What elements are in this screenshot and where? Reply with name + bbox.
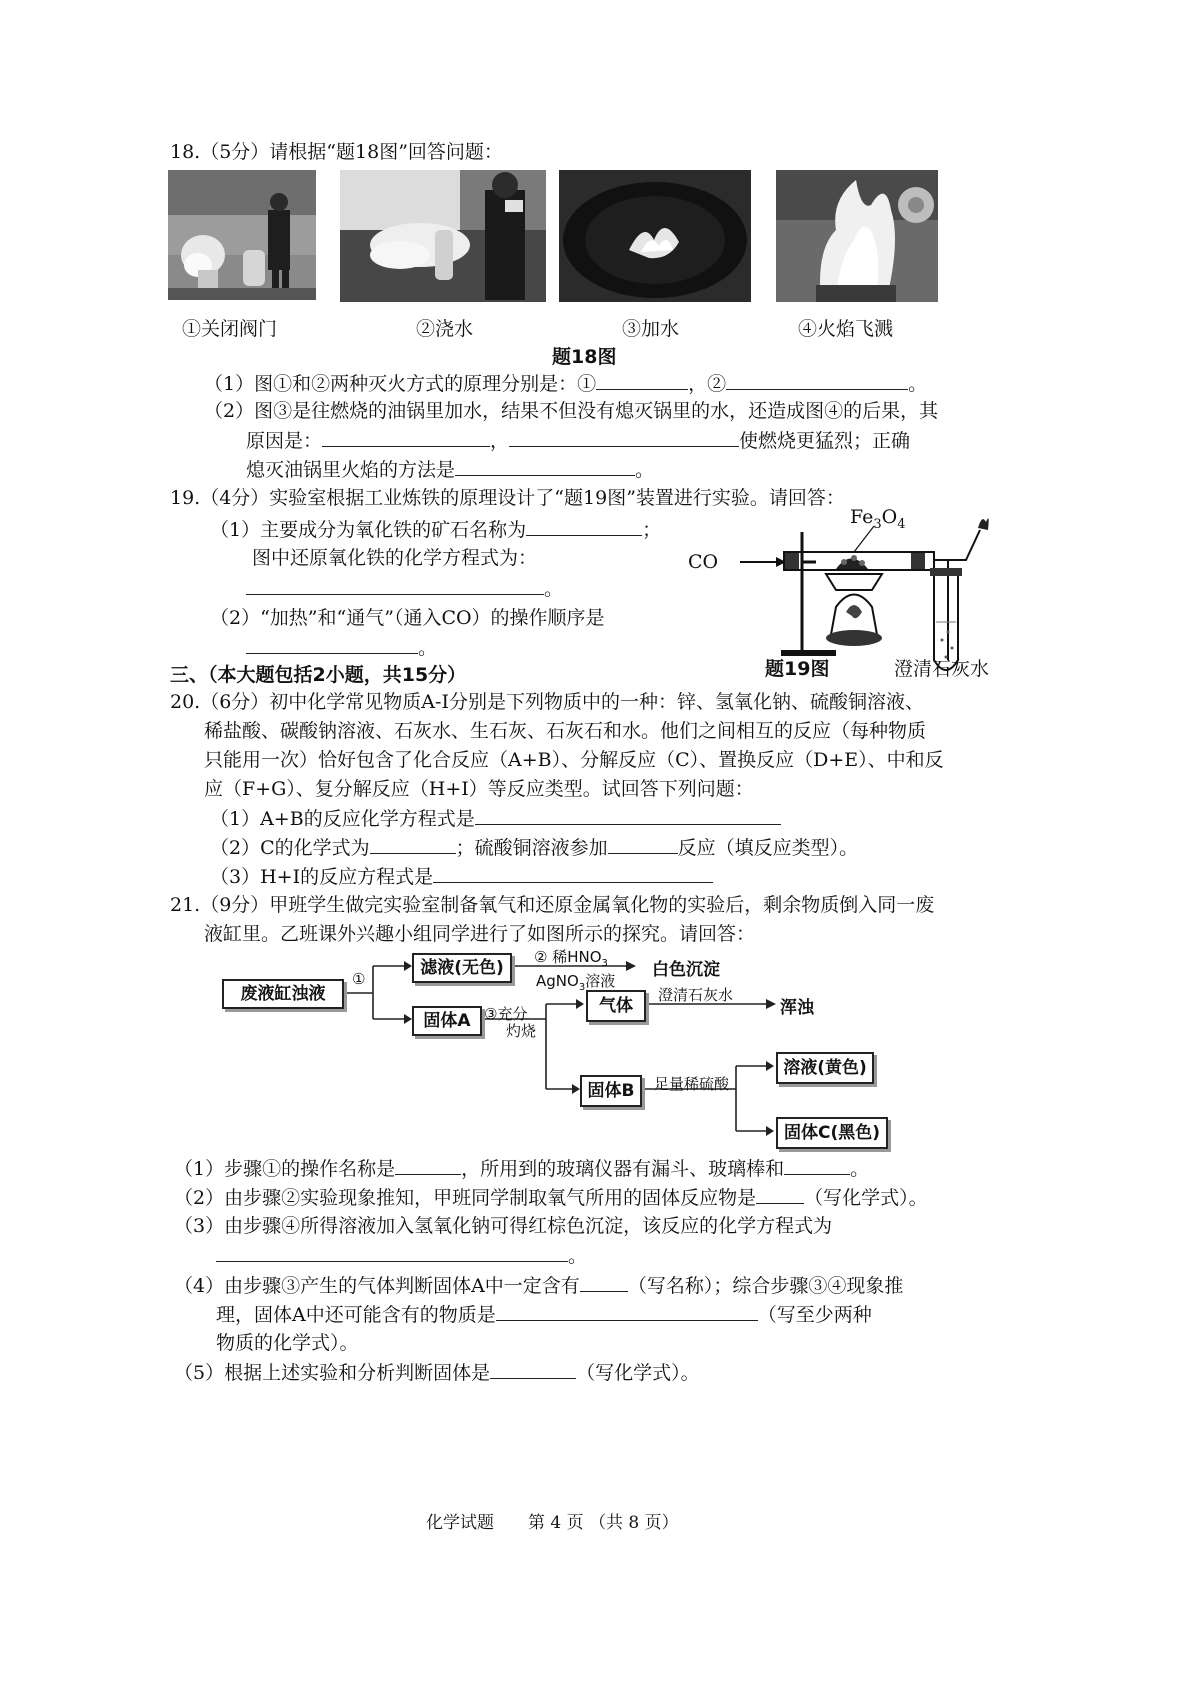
q21-part5 <box>174 1360 700 1385</box>
q18-part1-text-a: （1）图①和②两种灭火方式的原理分别是：① <box>204 373 597 395</box>
flow-white-precipitate: 白色沉淀 <box>652 960 720 980</box>
q20-part1-text: （1）A+B的反应化学方程式是 <box>210 808 475 830</box>
q21-part3-text-b: 。 <box>568 1245 588 1267</box>
q21-part4-line2 <box>216 1302 872 1327</box>
flow-step2-silver-sub: 3 <box>578 982 586 993</box>
q21-line2: 液缸里。乙班课外兴趣小组同学进行了如图所示的探究。请回答： <box>204 923 756 945</box>
q18-part2-text-b: 原因是： <box>246 430 323 452</box>
q21-part2-text-b: （写化学式）。 <box>804 1187 928 1209</box>
q19-part1-text-b: ； <box>642 519 662 541</box>
q20-line1: 20.（6分）初中化学常见物质A-I分别是下列物质中的一种：锌、氢氧化钠、硫酸铜溶液、 <box>170 691 924 713</box>
q18-part2-text-e: 熄灭油锅里火焰的方法是 <box>246 459 456 481</box>
q21-part4-line3: 物质的化学式）。 <box>216 1332 359 1354</box>
q21-part1-text-b: ，所用到的玻璃仪器有漏斗、玻璃棒和 <box>461 1158 785 1180</box>
flow-solid-a: 固体A <box>412 1006 482 1036</box>
flow-step2-silver-tail: 溶液 <box>585 972 616 990</box>
q21-part4-text-d: （写至少两种 <box>757 1304 872 1326</box>
q21-line1: 21.（9分）甲班学生做完实验室制备氧气和还原金属氧化物的实验后，剩余物质倒入同一废 <box>170 894 935 916</box>
q21-part3-line2 <box>216 1243 587 1268</box>
q20-part2-text-b: ；硫酸铜溶液参加 <box>455 837 608 859</box>
flow-step3-label-b: 灼烧 <box>506 1022 537 1040</box>
flow-yellow-solution: 溶液(黄色) <box>776 1052 874 1084</box>
caption-close-valve: ①关闭阀门 <box>182 318 278 340</box>
flow-step2-nitric <box>534 946 608 969</box>
q19-part2-text-b: 。 <box>418 637 438 659</box>
q19-part1-text-d: 。 <box>544 578 564 600</box>
q21-blank-1[interactable] <box>395 1156 461 1175</box>
q18-part2-text-c: ， <box>490 430 510 452</box>
q21-blank-5[interactable] <box>580 1273 628 1292</box>
q19-part1-line2: 图中还原氧化铁的化学方程式为： <box>252 547 538 569</box>
co-label: CO <box>688 551 719 573</box>
fe3o4-sub3: 3 <box>873 516 882 532</box>
q21-part4-text-c: 理，固体A中还可能含有的物质是 <box>216 1304 496 1326</box>
q21-part2-text-a: （2）由步骤②实验现象推知，甲班同学制取氧气所用的固体反应物是 <box>174 1187 757 1209</box>
q21-blank-6[interactable] <box>496 1302 758 1321</box>
q20-part2-text-a: （2）C的化学式为 <box>210 837 370 859</box>
q21-part1-text-c: 。 <box>850 1158 870 1180</box>
q18-part1-text-b: ，② <box>688 373 727 395</box>
q21-blank-3[interactable] <box>756 1185 804 1204</box>
section-3-heading: 三、（本大题包括2小题，共15分） <box>170 664 467 686</box>
q21-part1-text-a: （1）步骤①的操作名称是 <box>174 1158 396 1180</box>
flow-waste-liquid: 废液缸浊液 <box>222 979 344 1009</box>
flow-step3-label-a: ③充分 <box>484 1005 528 1023</box>
q20-line4: 应（F+G）、复分解反应（H+I）等反应类型。试回答下列问题： <box>204 778 754 800</box>
q20-part3-text: （3）H+I的反应方程式是 <box>210 866 434 888</box>
limewater-label: 澄清石灰水 <box>894 658 990 680</box>
flow-filtrate: 滤液(无色) <box>412 953 512 983</box>
flow-limewater-label: 澄清石灰水 <box>658 986 734 1004</box>
q18-part2-text-d: 使燃烧更猛烈；正确 <box>739 430 911 452</box>
caption-add-water: ③加水 <box>622 318 680 340</box>
q20-part2-text-c: 反应（填反应类型）。 <box>677 837 859 859</box>
flow-step2-nitric-text: ② 稀HNO <box>534 948 602 966</box>
caption-pour-water: ②浇水 <box>416 318 474 340</box>
q19-part1-text-a: （1）主要成分为氧化铁的矿石名称为 <box>210 519 527 541</box>
q21-part2 <box>174 1185 928 1210</box>
flow-turbid: 浑浊 <box>780 998 814 1018</box>
q21-part5-text-b: （写化学式）。 <box>576 1362 700 1384</box>
q18-part2-line1: （2）图③是往燃烧的油锅里加水，结果不但没有熄灭锅里的水，还造成图④的后果，其 <box>204 400 939 422</box>
flow-solid-b: 固体B <box>580 1075 642 1107</box>
q18-part1-text-c: 。 <box>908 373 928 395</box>
q21-part4-text-b: （写名称）；综合步骤③④现象推 <box>627 1275 904 1297</box>
q21-part1 <box>174 1156 869 1181</box>
fe3o4-o: O <box>881 506 898 528</box>
q18-part2-text-f: 。 <box>635 459 655 481</box>
q21-blank-7[interactable] <box>490 1360 576 1379</box>
q21-part4-line1 <box>174 1273 903 1298</box>
flow-step2-nitric-sub: 3 <box>601 958 608 969</box>
flow-solid-c: 固体C(黑色) <box>776 1117 888 1149</box>
figure-19-label: 题19图 <box>765 658 830 680</box>
q20-line2: 稀盐酸、碳酸钠溶液、石灰水、生石灰、石灰石和水。他们之间相互的反应（每种物质 <box>204 720 927 742</box>
flow-sulfuric-acid-label: 足量稀硫酸 <box>654 1075 730 1093</box>
flow-gas: 气体 <box>586 990 646 1022</box>
flow-step1-label: ① <box>352 970 366 988</box>
figure-18-label: 题18图 <box>552 346 617 368</box>
caption-flame-splash: ④火焰飞溅 <box>798 318 894 340</box>
flow-step2-silver-text: AgNO <box>536 972 579 990</box>
page-footer: 化学试题 第 4 页 （共 8 页） <box>426 1513 679 1533</box>
q21-part4-text-a: （4）由步骤③产生的气体判断固体A中一定含有 <box>174 1275 580 1297</box>
q19-title: 19.（4分）实验室根据工业炼铁的原理设计了“题19图”装置进行实验。请回答： <box>170 487 845 509</box>
q21-part3-line1: （3）由步骤④所得溶液加入氢氧化钠可得红棕色沉淀，该反应的化学方程式为 <box>174 1215 833 1237</box>
q20-line3: 只能用一次）恰好包含了化合反应（A+B）、分解反应（C）、置换反应（D+E）、中和反 <box>204 749 944 771</box>
q18-title: 18.（5分）请根据“题18图”回答问题： <box>170 141 503 163</box>
q21-blank-2[interactable] <box>784 1156 850 1175</box>
fe3o4-fe: Fe <box>850 506 874 528</box>
q19-part2-line1: （2）“加热”和“通气”（通入CO）的操作顺序是 <box>210 607 605 629</box>
fe3o4-sub4: 4 <box>897 516 906 532</box>
q21-blank-4[interactable] <box>216 1243 568 1262</box>
q21-part5-text-a: （5）根据上述实验和分析判断固体是 <box>174 1362 491 1384</box>
